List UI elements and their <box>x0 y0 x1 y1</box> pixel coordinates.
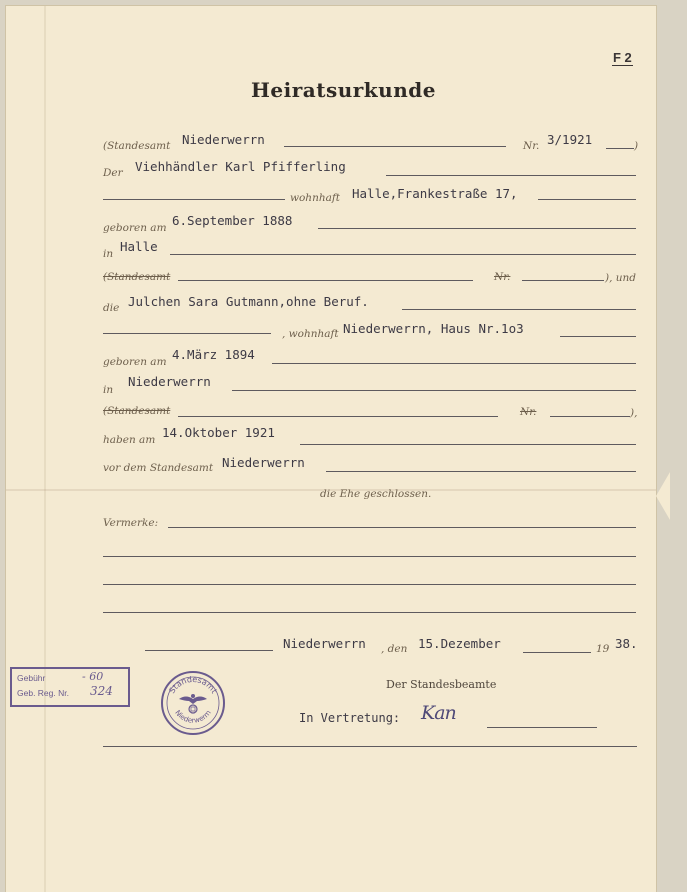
official-label: Der Standesbeamte <box>386 678 497 691</box>
bride-close-label: ), <box>630 407 638 419</box>
ledger-value: 324 <box>90 684 113 698</box>
groom-place-value: Halle <box>120 239 158 254</box>
signature-date-value: 15.Dezember <box>418 636 501 651</box>
eagle-emblem-icon <box>179 694 207 713</box>
bride-registry-label: (Standesamt <box>103 405 171 417</box>
bride-place-value: Niederwerrn <box>128 374 211 389</box>
groom-number2-line <box>522 280 604 281</box>
groom-registry-label: (Standesamt <box>103 140 171 152</box>
groom-residence-value: Halle,Frankestraße 17, <box>352 186 518 201</box>
bride-name-line <box>402 309 636 310</box>
signature-place-leading-line <box>145 650 273 651</box>
signature-line <box>487 727 597 728</box>
groom-and-label: ), und <box>605 272 637 284</box>
groom-residence-line <box>538 199 636 200</box>
deputy-label: In Vertretung: <box>299 711 401 725</box>
groom-number-line <box>606 148 634 149</box>
marriage-office-line <box>326 471 636 472</box>
fold-line-vertical <box>44 6 46 892</box>
groom-number-label: Nr. <box>523 140 540 152</box>
bride-residence-line <box>560 336 636 337</box>
groom-occupation-line <box>103 199 285 200</box>
bride-registry-line <box>178 416 498 417</box>
bride-name-value: Julchen Sara Gutmann,ohne Beruf. <box>128 294 369 309</box>
bottom-rule <box>103 746 637 747</box>
groom-registry2-label: (Standesamt <box>103 271 171 283</box>
bride-born-value: 4.März 1894 <box>172 347 255 362</box>
groom-name-value: Viehhändler Karl Pfifferling <box>135 159 346 174</box>
groom-born-label: geboren am <box>103 222 167 234</box>
seal-text-bottom: Niederwerrn <box>173 708 213 725</box>
signature-date-line <box>523 652 591 653</box>
fee-value: - 60 <box>82 670 104 683</box>
form-code: F 2 <box>613 50 632 65</box>
registry-seal-icon <box>160 670 226 736</box>
marriage-closing-label: die Ehe geschlossen. <box>320 488 432 500</box>
groom-residence-label: wohnhaft <box>290 192 340 204</box>
fee-label: Gebühr <box>17 673 46 683</box>
marriage-date-value: 14.Oktober 1921 <box>162 425 275 440</box>
remarks-line-4 <box>103 612 636 613</box>
marriage-office-label: vor dem Standesamt <box>103 462 214 474</box>
signature-year-value: 38. <box>615 636 638 651</box>
bride-number-label: Nr. <box>520 406 537 418</box>
bride-place-label: in <box>103 384 114 396</box>
groom-registry-value: Niederwerrn <box>182 132 265 147</box>
groom-place-line <box>170 254 636 255</box>
signature-year-prefix: 19 <box>596 643 610 655</box>
ledger-label: Geb. Reg. Nr. <box>17 688 69 698</box>
bride-place-line <box>232 390 636 391</box>
remarks-line-3 <box>103 584 636 585</box>
signature-date-prefix: , den <box>381 643 408 655</box>
groom-der-label: Der <box>103 167 123 179</box>
official-signature: Kan <box>421 702 456 724</box>
bride-born-line <box>272 363 636 364</box>
remarks-label: Vermerke: <box>103 517 159 529</box>
bride-residence-label: , wohnhaft <box>282 328 339 340</box>
document-title: Heiratsurkunde <box>251 78 436 102</box>
fee-stamp <box>10 667 130 707</box>
bride-number-line <box>550 416 630 417</box>
remarks-line-1 <box>168 527 636 528</box>
groom-number2-label: Nr. <box>494 271 511 283</box>
groom-number-close: ) <box>634 140 639 152</box>
bride-born-label: geboren am <box>103 356 167 368</box>
groom-place-label: in <box>103 248 114 260</box>
marriage-date-line <box>300 444 636 445</box>
groom-registry-line <box>284 146 506 147</box>
groom-registry2-line <box>178 280 473 281</box>
groom-born-value: 6.September 1888 <box>172 213 293 228</box>
seal-text-top: Standesamt <box>167 674 219 696</box>
groom-born-line <box>318 228 636 229</box>
bride-occupation-line <box>103 333 271 334</box>
remarks-line-2 <box>103 556 636 557</box>
groom-name-line <box>386 175 636 176</box>
paper-tear <box>656 472 670 520</box>
signature-place-value: Niederwerrn <box>283 636 366 651</box>
groom-number-value: 3/1921 <box>547 132 593 147</box>
marriage-date-label: haben am <box>103 434 156 446</box>
bride-die-label: die <box>103 302 120 314</box>
marriage-office-value: Niederwerrn <box>222 455 305 470</box>
bride-residence-value: Niederwerrn, Haus Nr.1o3 <box>343 321 524 336</box>
